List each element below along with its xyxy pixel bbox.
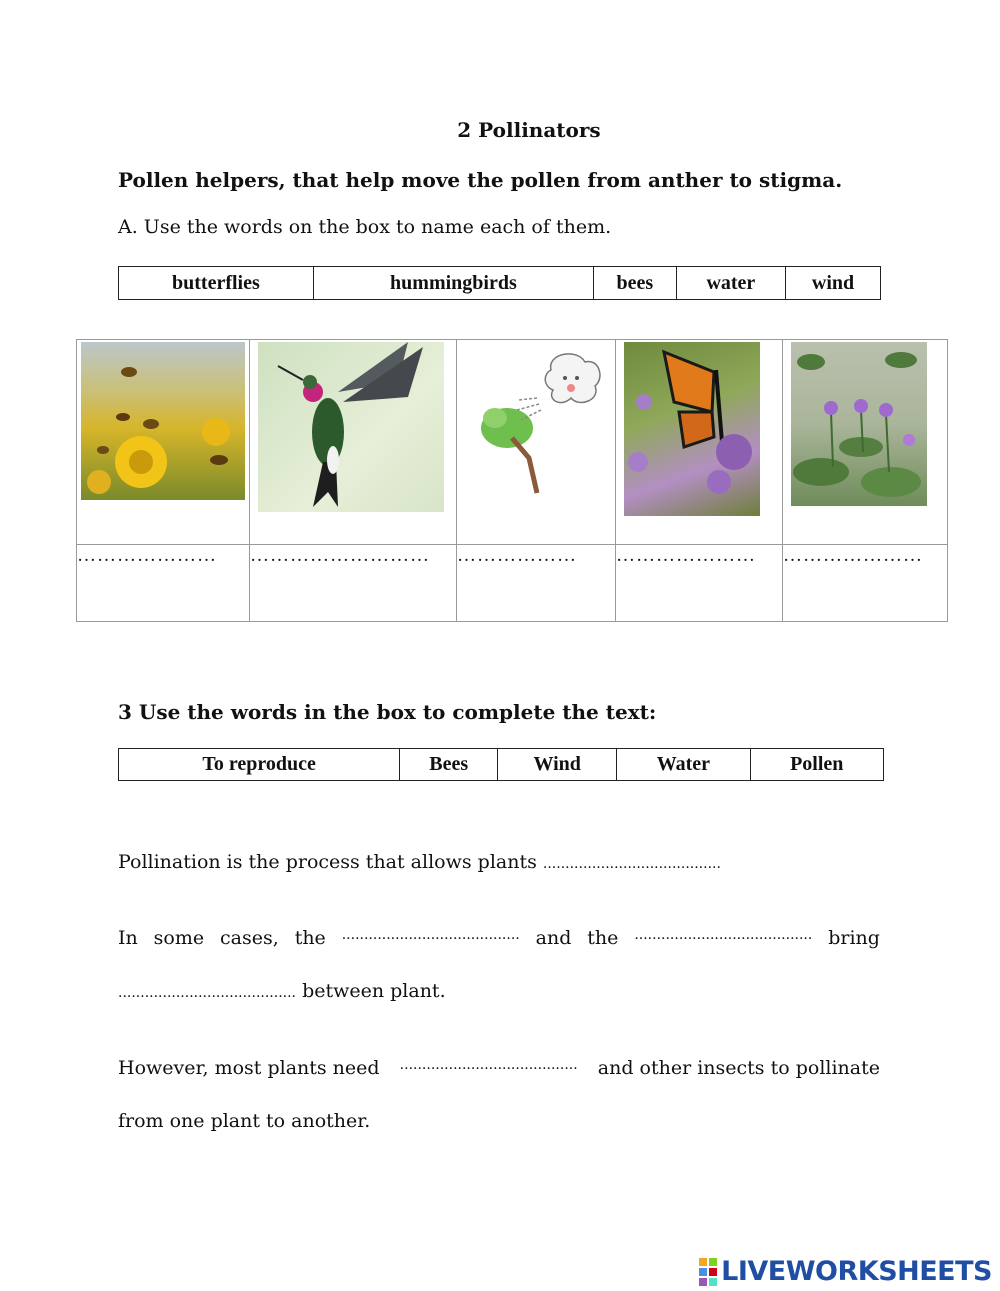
paragraph-2-line-1: [118, 927, 880, 950]
word: the: [587, 927, 619, 949]
hummingbird-photo: [258, 342, 444, 512]
logo-block: [709, 1278, 717, 1286]
word-box-a: [118, 266, 881, 300]
paragraph-3-line-2: from one plant to another.: [118, 1110, 371, 1132]
instruction-a: A. Use the words on the box to name each of them.: [118, 216, 612, 238]
word-box-a-cell: wind: [786, 267, 881, 300]
word-box-3-cell: Water: [617, 749, 750, 781]
page-title: 2 Pollinators: [457, 118, 601, 142]
word: bring: [828, 927, 880, 949]
word: some: [153, 927, 205, 949]
paragraph-3-line-1: [118, 1057, 880, 1080]
paragraph-1: [118, 851, 721, 874]
answer-blank[interactable]: ………………………: [250, 545, 457, 622]
word-box-3-cell: Wind: [498, 749, 617, 781]
word-box-3-cell: To reproduce: [119, 749, 400, 781]
logo-block: [699, 1278, 707, 1286]
picture-cell: [457, 340, 616, 545]
fill-blank-4[interactable]: ........................................: [118, 985, 297, 1001]
word-box-a-cell: butterflies: [119, 267, 314, 300]
word: cases,: [220, 927, 279, 949]
fill-blank-5[interactable]: ........................................: [399, 1057, 578, 1073]
logo-block: [709, 1268, 717, 1276]
page-subtitle: Pollen helpers, that help move the pollen from anther to stigma.: [118, 168, 843, 192]
answer-blank[interactable]: …………………: [616, 545, 783, 622]
water-lilies-photo: [791, 342, 927, 506]
word-box-a-cell: water: [676, 267, 785, 300]
picture-cell: [77, 340, 250, 545]
paragraph-1-text: Pollination is the process that allows plants: [118, 851, 537, 873]
monarch-butterfly-photo: [624, 342, 760, 516]
paragraph-3-start: However, most plants need: [118, 1057, 380, 1079]
fill-blank-1[interactable]: ........................................: [542, 856, 721, 872]
word: and: [535, 927, 572, 949]
word: the: [294, 927, 326, 949]
section-3-title: 3 Use the words in the box to complete the text:: [118, 700, 657, 724]
answer-blank[interactable]: ………………: [457, 545, 616, 622]
word-box-3: [118, 748, 884, 781]
word-box-3-cell: Bees: [400, 749, 498, 781]
picture-cell: [616, 340, 783, 545]
picture-grid: [76, 339, 948, 622]
liveworksheets-logo[interactable]: [699, 1256, 992, 1287]
logo-block: [699, 1258, 707, 1266]
logo-blocks-icon: [699, 1258, 717, 1286]
fill-blank-3[interactable]: ........................................: [634, 927, 813, 943]
logo-block: [709, 1258, 717, 1266]
picture-cell: [250, 340, 457, 545]
logo-text: LIVEWORKSHEETS: [721, 1256, 992, 1287]
paragraph-2-end: between plant.: [302, 980, 446, 1002]
answer-blank[interactable]: …………………: [783, 545, 948, 622]
logo-block: [699, 1268, 707, 1276]
fill-blank-2[interactable]: ........................................: [341, 927, 520, 943]
word: In: [118, 927, 138, 949]
word-box-a-cell: hummingbirds: [313, 267, 593, 300]
wind-blowing-tree-drawing: [467, 348, 607, 498]
word-box-3-cell: Pollen: [750, 749, 883, 781]
picture-cell: [783, 340, 948, 545]
paragraph-2-line-2: [118, 980, 446, 1003]
word-box-a-cell: bees: [594, 267, 677, 300]
paragraph-3-end: and other insects to pollinate: [597, 1057, 880, 1079]
bees-on-flowers-photo: [81, 342, 245, 500]
answer-blank[interactable]: …………………: [77, 545, 250, 622]
